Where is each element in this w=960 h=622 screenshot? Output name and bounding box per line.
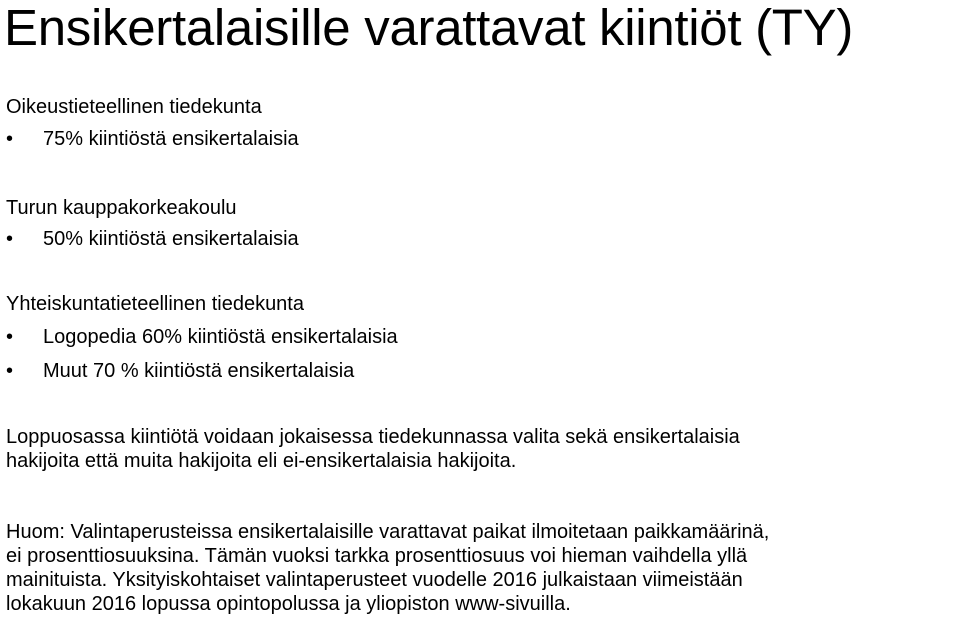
paragraph-line: Loppuosassa kiintiötä voidaan jokaisessa tiedekunnassa valita sekä ensikertalaisia: [6, 426, 740, 448]
bullet-dot-icon: •: [6, 128, 14, 150]
bullet-text: Muut 70 % kiintiöstä ensikertalaisia: [43, 360, 355, 382]
paragraph-line: hakijoita että muita hakijoita eli ei-ensikertalaisia hakijoita.: [6, 450, 517, 472]
bullet-dot-icon: •: [6, 228, 14, 250]
paragraph-note: [6, 520, 956, 616]
paragraph-line: lokakuun 2016 lopussa opintopolussa ja yliopiston www-sivuilla.: [6, 593, 571, 615]
paragraph-remaining-quota: [6, 425, 956, 473]
paragraph-line: mainituista. Yksityiskohtaiset valintaperusteet vuodelle 2016 julkaistaan viimeistään: [6, 569, 743, 591]
bullet-dot-icon: •: [6, 326, 14, 348]
section-heading-business-school: Turun kauppakorkeakoulu: [6, 197, 237, 219]
paragraph-line: Huom: Valintaperusteissa ensikertalaisille varattavat paikat ilmoitetaan paikkamäärinä,: [6, 521, 770, 543]
bullet-text: 75% kiintiöstä ensikertalaisia: [43, 128, 299, 150]
bullet-text: Logopedia 60% kiintiöstä ensikertalaisia: [43, 326, 398, 348]
section-heading-social-sciences: Yhteiskuntatieteellinen tiedekunta: [6, 293, 304, 315]
section-heading-law: Oikeustieteellinen tiedekunta: [6, 96, 262, 118]
slide-title: Ensikertalaisille varattavat kiintiöt (TY): [4, 0, 854, 56]
bullet-text: 50% kiintiöstä ensikertalaisia: [43, 228, 299, 250]
bullet-dot-icon: •: [6, 360, 14, 382]
paragraph-line: ei prosenttiosuuksina. Tämän vuoksi tarkka prosenttiosuus voi hieman vaihdella yllä: [6, 545, 748, 567]
